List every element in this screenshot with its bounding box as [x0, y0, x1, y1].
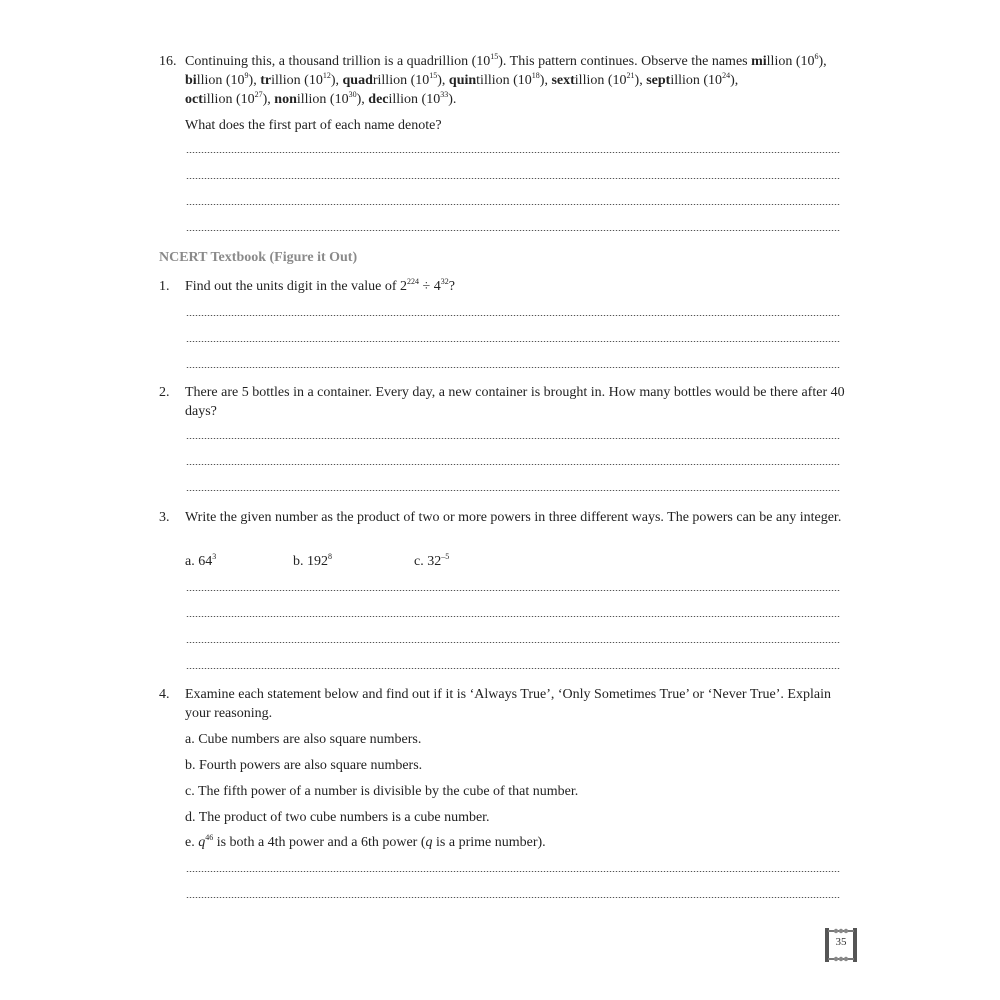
name-rest: llion (10: [766, 54, 815, 69]
answer-line: [186, 897, 840, 898]
item-letter: e.: [185, 835, 195, 850]
q4-item-b: [185, 756, 422, 775]
name-exponent: 15: [429, 71, 438, 80]
q16-text-part: ). This pattern continues. Observe the names: [498, 54, 752, 69]
name-end: ),: [539, 73, 552, 88]
q16-exponent: 15: [490, 52, 499, 61]
answer-line: [186, 616, 840, 617]
item-letter: c.: [185, 784, 195, 799]
name-end: ),: [437, 73, 449, 88]
answer-line: [186, 871, 840, 872]
name-rest: tillion (10: [476, 73, 532, 88]
q3-option-a: [185, 552, 216, 571]
name-rest: rillion (10: [372, 73, 430, 88]
question-3-text: Write the given number as the product of two or more powers in three different ways. The powers can be any integer.: [185, 510, 842, 525]
answer-line: [186, 315, 840, 316]
name-prefix: oct: [185, 92, 203, 107]
answer-line: [186, 204, 840, 205]
item-letter: a.: [185, 732, 195, 747]
name-prefix: sept: [646, 73, 671, 88]
answer-line: [186, 178, 840, 179]
variable-q: q: [425, 835, 433, 850]
answer-line: [186, 367, 840, 368]
item-text: is both a 4th power and a 6th power (: [213, 835, 426, 850]
q3-option-c: [414, 552, 449, 571]
item-text: The product of two cube numbers is a cube number.: [198, 810, 490, 825]
name-end: ),: [634, 73, 647, 88]
answer-line: [186, 438, 840, 439]
question-number: 1.: [159, 279, 170, 294]
q16-text-part: Continuing this, a thousand trillion is a quadrillion (10: [185, 54, 491, 69]
answer-line: [186, 642, 840, 643]
question-1-text: [185, 277, 845, 296]
name-exponent: 24: [722, 71, 731, 80]
name-exponent: 12: [322, 71, 331, 80]
name-prefix: dec: [368, 92, 389, 107]
name-prefix: bi: [185, 73, 197, 88]
q1-text-part: ?: [448, 279, 455, 294]
item-text: Fourth powers are also square numbers.: [199, 758, 423, 773]
q3-option-b: [293, 552, 332, 571]
name-end: ),: [262, 92, 275, 107]
question-number: 16.: [159, 54, 177, 69]
item-text: Cube numbers are also square numbers.: [198, 732, 422, 747]
name-rest: illion (10: [670, 73, 723, 88]
answer-line: [186, 230, 840, 231]
answer-line: [186, 668, 840, 669]
q1-text-part: Find out the units digit in the value of 2: [185, 279, 408, 294]
name-end: ),: [248, 73, 261, 88]
answer-line: [186, 341, 840, 342]
name-exponent: 18: [531, 71, 540, 80]
name-exponent: 9: [244, 71, 249, 80]
name-prefix: sext: [551, 73, 575, 88]
question-2-text: There are 5 bottles in a container. Every day, a new container is brought in. How many bottles would be there after 40 days?: [185, 385, 845, 419]
item-exponent: 46: [205, 833, 214, 842]
q1-exponent: 32: [440, 277, 449, 286]
q4-item-a: [185, 730, 421, 749]
answer-line: [186, 464, 840, 465]
name-exponent: 21: [626, 71, 635, 80]
option-exponent: 3: [212, 552, 217, 561]
name-exponent: 33: [440, 90, 449, 99]
name-prefix: tr: [260, 73, 272, 88]
name-rest: illion (10: [202, 92, 255, 107]
name-rest: illion (10: [271, 73, 323, 88]
item-text: The fifth power of a number is divisible by the cube of that number.: [197, 784, 579, 799]
option-label: b. 192: [293, 554, 328, 569]
name-prefix: mi: [751, 54, 767, 69]
name-end: ).: [448, 92, 457, 107]
q4-item-c: [185, 782, 578, 801]
option-label: a. 64: [185, 554, 213, 569]
answer-line: [186, 590, 840, 591]
name-prefix: quad: [342, 73, 373, 88]
question-4-text: Examine each statement below and find out if it is ‘Always True’, ‘Only Sometimes True’ or ‘Never True’. Explain your reasoning.: [185, 687, 831, 721]
question-number: 4.: [159, 687, 170, 702]
name-exponent: 6: [814, 52, 819, 61]
name-end: ),: [730, 73, 739, 88]
variable-q: q: [198, 835, 206, 850]
q1-exponent: 224: [407, 277, 420, 286]
question-16-text: [185, 52, 845, 109]
section-heading: NCERT Textbook (Figure it Out): [159, 250, 358, 265]
answer-line: [186, 152, 840, 153]
answer-line: [186, 490, 840, 491]
page-number: 35: [835, 936, 847, 948]
name-rest: illion (10: [296, 92, 349, 107]
name-end: ),: [356, 92, 369, 107]
option-exponent: –5: [441, 552, 450, 561]
option-label: c. 32: [414, 554, 442, 569]
option-exponent: 8: [328, 552, 332, 561]
name-rest: illion (10: [388, 92, 441, 107]
item-letter: b.: [185, 758, 196, 773]
name-prefix: quin: [448, 73, 477, 88]
q4-item-d: [185, 808, 490, 827]
name-prefix: non: [274, 92, 297, 107]
name-exponent: 30: [348, 90, 357, 99]
name-exponent: 27: [254, 90, 263, 99]
question-number: 2.: [159, 385, 170, 400]
question-16-prompt: What does the first part of each name denote?: [185, 118, 442, 133]
question-number: 3.: [159, 510, 170, 525]
name-end: ),: [330, 73, 343, 88]
name-rest: illion (10: [574, 73, 627, 88]
item-letter: d.: [185, 810, 196, 825]
name-rest: llion (10: [196, 73, 245, 88]
item-text: is a prime number).: [432, 835, 546, 850]
q4-item-e: [185, 833, 546, 852]
name-end: ),: [818, 54, 827, 69]
q1-text-part: ÷ 4: [419, 279, 441, 294]
